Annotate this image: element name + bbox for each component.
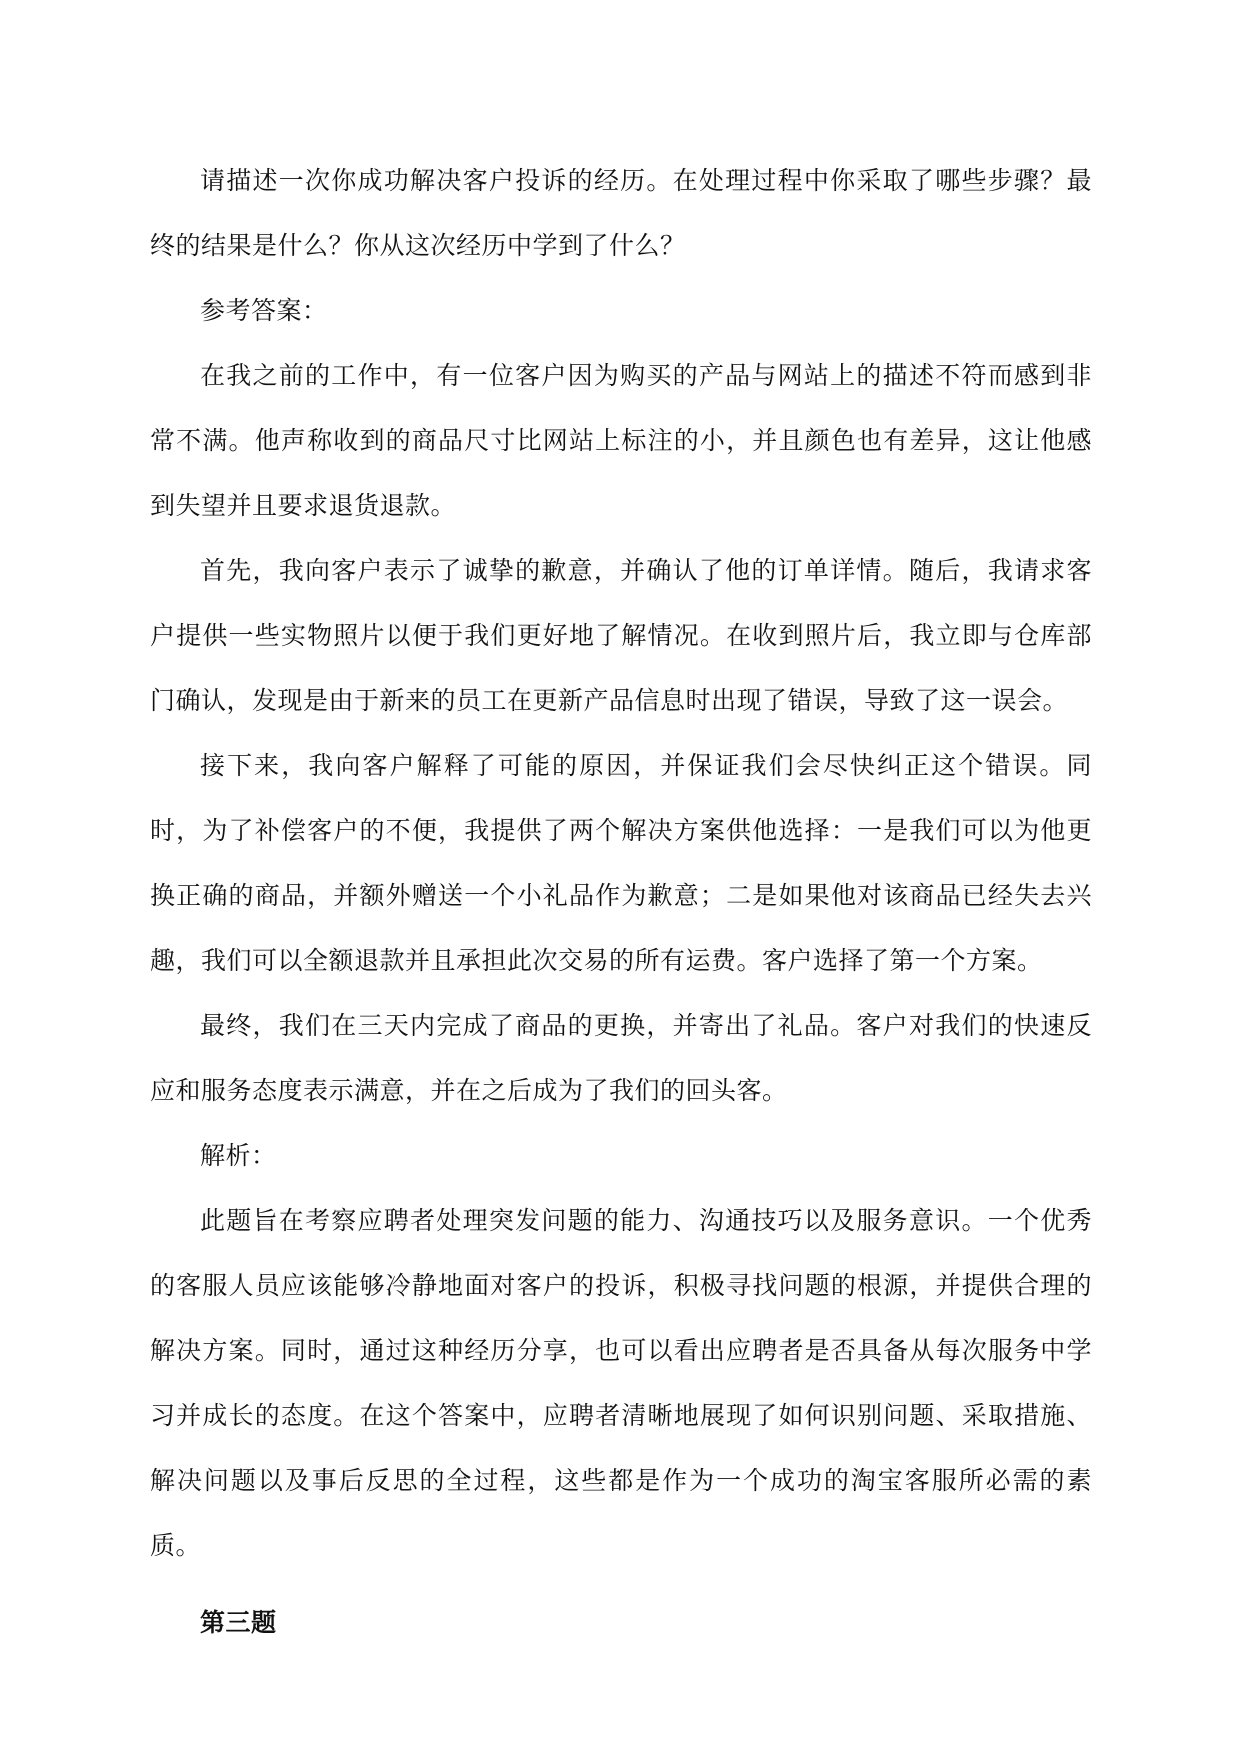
answer-paragraph-4: 最终，我们在三天内完成了商品的更换，并寄出了礼品。客户对我们的快速反应和服务态度表示满意，并在之后成为了我们的回头客。 (150, 1011, 1092, 1105)
analysis-label: 解析： (200, 1141, 277, 1170)
answer-paragraph-2: 首先，我向客户表示了诚挚的歉意，并确认了他的订单详情。随后，我请求客户提供一些实物照片以便于我们更好地了解情况。在收到照片后，我立即与仓库部门确认，发现是由于新来的员工在更新产品信息时出现了错误，导致了这一误会。 (150, 556, 1092, 715)
document-body (150, 148, 1092, 1655)
answer-paragraph-3: 接下来，我向客户解释了可能的原因，并保证我们会尽快纠正这个错误。同时，为了补偿客户的不便，我提供了两个解决方案供他选择：一是我们可以为他更换正确的商品，并额外赠送一个小礼品作为歉意；二是如果他对该商品已经失去兴趣，我们可以全额退款并且承担此次交易的所有运费。客户选择了第一个方案。 (150, 751, 1092, 975)
question-text: 请描述一次你成功解决客户投诉的经历。在处理过程中你采取了哪些步骤？最终的结果是什么？你从这次经历中学到了什么？ (150, 166, 1092, 260)
answer-label: 参考答案： (200, 296, 328, 325)
section-heading: 第三题 (200, 1608, 277, 1637)
answer-paragraph-1: 在我之前的工作中，有一位客户因为购买的产品与网站上的描述不符而感到非常不满。他声称收到的商品尺寸比网站上标注的小，并且颜色也有差异，这让他感到失望并且要求退货退款。 (150, 361, 1092, 520)
analysis-paragraph: 此题旨在考察应聘者处理突发问题的能力、沟通技巧以及服务意识。一个优秀的客服人员应该能够冷静地面对客户的投诉，积极寻找问题的根源，并提供合理的解决方案。同时，通过这种经历分享，也可以看出应聘者是否具备从每次服务中学习并成长的态度。在这个答案中，应聘者清晰地展现了如何识别问题、采取措施、解决问题以及事后反思的全过程，这些都是作为一个成功的淘宝客服所必需的素质。 (150, 1206, 1092, 1560)
